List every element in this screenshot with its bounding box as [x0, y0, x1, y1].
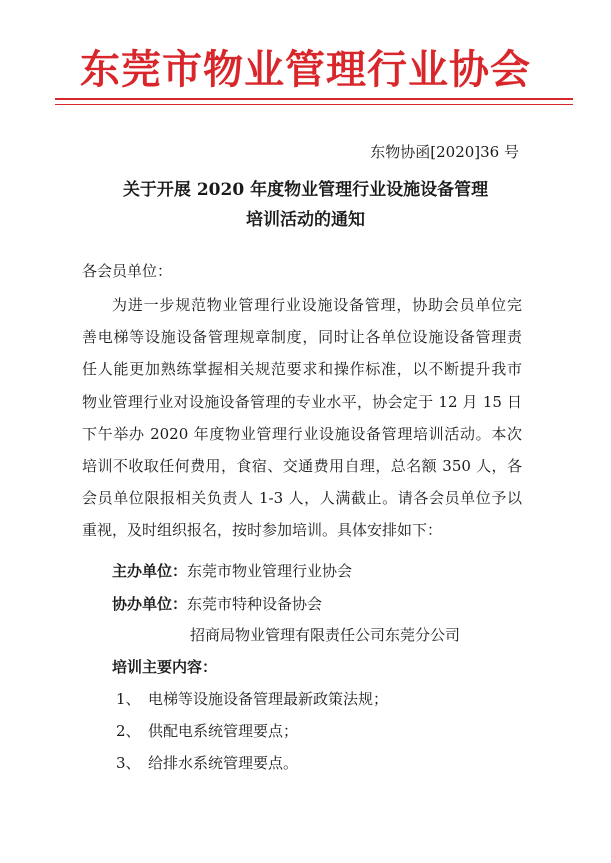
body-line: 下午举办 2020 年度物业管理行业设施设备管理培训活动。本次 [82, 424, 522, 443]
list-item [116, 720, 298, 741]
body-line: 为进一步规范物业管理行业设施设备管理，协助会员单位完 [112, 296, 522, 314]
co-label: 协办单位： [112, 595, 188, 613]
letterhead-rule-thin [55, 104, 573, 105]
list-item-number: 3、 [116, 754, 141, 772]
co-organizer-row [112, 593, 322, 614]
body-line: 物业管理行业对设施设备管理的专业水平，协会定于 12 月 15 日 [82, 392, 522, 411]
body-line: 善电梯等设施设备管理规章制度，同时让各单位设施设备管理责 [82, 328, 522, 347]
list-item-text: 电梯等设施设备管理最新政策法规； [148, 690, 389, 708]
salutation: 各会员单位： [82, 262, 173, 280]
letterhead-rule-thick [55, 98, 573, 100]
body-paragraph [82, 291, 522, 549]
list-item-text: 给排水系统管理要点。 [148, 754, 299, 772]
host-value: 东莞市物业管理行业协会 [187, 562, 353, 580]
list-item-number: 2、 [116, 722, 141, 740]
body-line: 会员单位限报相关负责人 1-3 人，人满截止。请各会员单位予以 [82, 489, 522, 508]
body-line: 任人能更加熟练掌握相关规范要求和操作标准，以不断提升我市 [82, 360, 522, 379]
list-item-text: 供配电系统管理要点； [148, 722, 299, 740]
host-label: 主办单位： [112, 562, 188, 580]
document-number: 东物协函[2020]36 号 [370, 143, 519, 161]
list-item [116, 688, 388, 709]
co-value-1: 东莞市特种设备协会 [187, 595, 323, 613]
list-item-number: 1、 [116, 690, 141, 708]
letterhead-title: 东莞市物业管理行业协会 [80, 47, 531, 93]
notice-title-line-1: 关于开展 2020 年度物业管理行业设施设备管理 [122, 180, 489, 200]
host-organizer-row [112, 560, 352, 581]
body-line: 重视，及时组织报名，按时参加培训。具体安排如下： [82, 521, 443, 540]
body-line: 培训不收取任何费用，食宿、交通费用自理，总名额 350 人，各 [82, 456, 522, 475]
co-value-2: 招商局物业管理有限责任公司东莞分公司 [190, 626, 461, 644]
list-item [116, 752, 298, 773]
content-heading: 培训主要内容： [112, 658, 218, 676]
notice-title-line-2: 培训活动的通知 [246, 210, 365, 230]
